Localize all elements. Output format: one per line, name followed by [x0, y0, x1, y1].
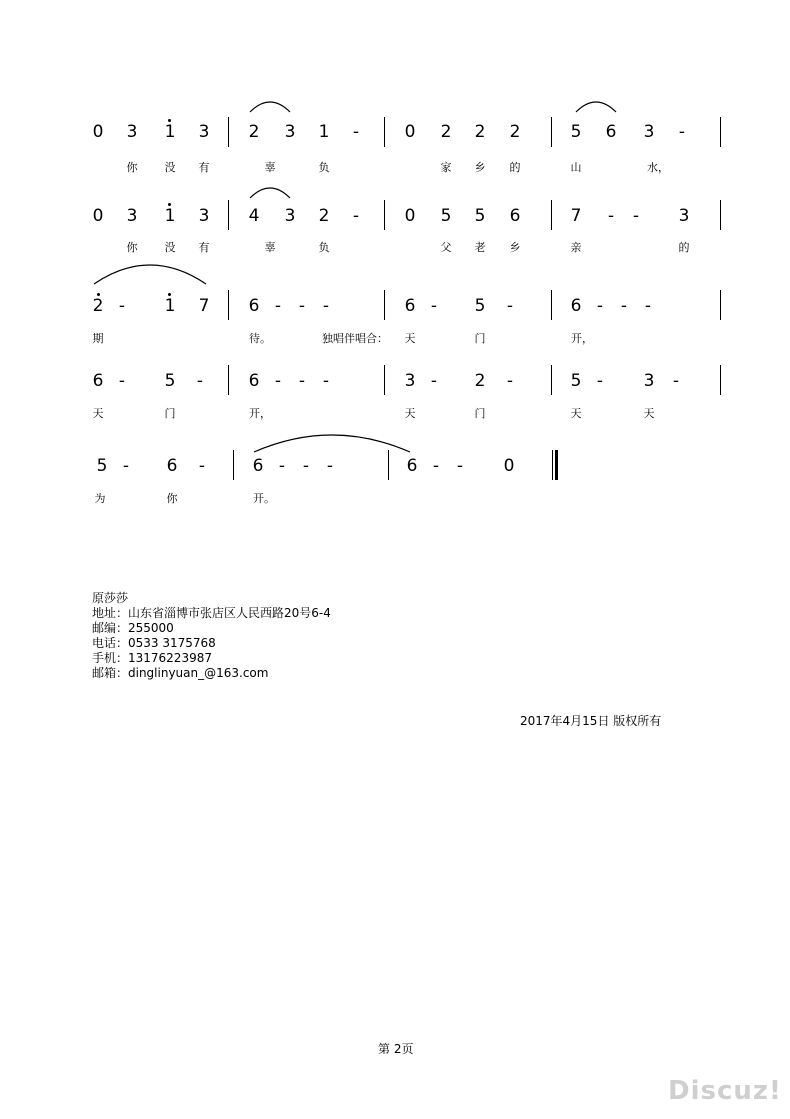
- lyric: 亲: [570, 241, 582, 254]
- note: 6: [248, 296, 260, 316]
- note: -: [322, 371, 330, 391]
- note: -: [274, 371, 282, 391]
- note: 5: [570, 122, 582, 142]
- note: -: [274, 296, 282, 316]
- final-barline-thick: [555, 450, 558, 480]
- note: -: [506, 296, 514, 316]
- lyric: 天: [643, 407, 655, 420]
- barline: [720, 117, 721, 147]
- lyric: 门: [474, 332, 486, 345]
- note: 2: [440, 122, 452, 142]
- lyric: 乡: [509, 241, 521, 254]
- note: 1: [164, 122, 176, 142]
- lyric: 天: [404, 407, 416, 420]
- final-barline-thin: [552, 450, 553, 480]
- note: 3: [404, 371, 416, 391]
- barline: [551, 200, 552, 230]
- note: -: [298, 371, 306, 391]
- lyric: 为: [94, 492, 106, 505]
- note: 1: [164, 206, 176, 226]
- lyric: 你: [126, 241, 138, 254]
- lyric: 负: [318, 161, 330, 174]
- note: 3: [126, 122, 138, 142]
- lyric: 你: [166, 492, 178, 505]
- octave-dot: [97, 293, 100, 296]
- composer-name: 原莎莎: [92, 591, 129, 605]
- note: 3: [198, 122, 210, 142]
- note: 3: [198, 206, 210, 226]
- note: 0: [92, 206, 104, 226]
- note: 6: [248, 371, 260, 391]
- lyric: 门: [164, 407, 176, 420]
- note: -: [456, 456, 464, 476]
- note: 3: [284, 206, 296, 226]
- barline: [720, 290, 721, 320]
- lyric: 天: [404, 332, 416, 345]
- lyric: 辜: [264, 241, 276, 254]
- mobile-line: 手机：13176223987: [92, 651, 212, 665]
- page-number: 第 2页: [378, 1042, 414, 1056]
- note: -: [322, 296, 330, 316]
- note: 6: [92, 371, 104, 391]
- note: -: [122, 456, 130, 476]
- email-line: 邮箱：dinglinyuan_@163.com: [92, 666, 269, 680]
- barline: [388, 450, 389, 480]
- note: 0: [503, 456, 515, 476]
- lyric: 门: [474, 407, 486, 420]
- note: -: [632, 206, 640, 226]
- barline: [551, 365, 552, 395]
- note: -: [620, 296, 628, 316]
- note: 2: [318, 206, 330, 226]
- barline: [384, 200, 385, 230]
- octave-dot: [168, 203, 171, 206]
- note: 1: [164, 296, 176, 316]
- barline: [720, 365, 721, 395]
- note: 1: [318, 122, 330, 142]
- note: -: [432, 456, 440, 476]
- barline: [551, 290, 552, 320]
- note: 6: [570, 296, 582, 316]
- barline: [233, 450, 234, 480]
- note: 5: [164, 371, 176, 391]
- barline: [228, 290, 229, 320]
- note: -: [430, 371, 438, 391]
- note: -: [352, 122, 360, 142]
- contact-block: [92, 591, 331, 681]
- note: 3: [678, 206, 690, 226]
- note: -: [430, 296, 438, 316]
- note: -: [644, 296, 652, 316]
- note: 0: [404, 122, 416, 142]
- barline: [228, 200, 229, 230]
- note: 7: [570, 206, 582, 226]
- note: -: [506, 371, 514, 391]
- note: -: [596, 296, 604, 316]
- lyric: 没: [164, 161, 176, 174]
- note: -: [302, 456, 310, 476]
- lyric: 父: [440, 241, 452, 254]
- lyric: 开，: [571, 332, 593, 345]
- lyric: 待。: [249, 332, 271, 345]
- note: -: [298, 296, 306, 316]
- barline: [384, 117, 385, 147]
- lyric: 开。: [253, 492, 275, 505]
- note: 3: [643, 122, 655, 142]
- note: 5: [96, 456, 108, 476]
- note: 6: [166, 456, 178, 476]
- lyric: 山: [570, 161, 582, 174]
- note: 6: [404, 296, 416, 316]
- barline: [228, 365, 229, 395]
- lyric: 负: [318, 241, 330, 254]
- note: 6: [252, 456, 264, 476]
- note: 3: [126, 206, 138, 226]
- note: 5: [570, 371, 582, 391]
- note: 2: [248, 122, 260, 142]
- copyright-date: 2017年4月15日 版权所有: [520, 714, 662, 728]
- lyric: 有: [198, 241, 210, 254]
- octave-dot: [168, 119, 171, 122]
- slur: [250, 102, 290, 112]
- note: -: [352, 206, 360, 226]
- note: -: [672, 371, 680, 391]
- discuz-watermark: Discuz!: [668, 1076, 782, 1106]
- note: 2: [474, 371, 486, 391]
- lyric: 辜: [264, 161, 276, 174]
- lyric: 开，: [249, 407, 271, 420]
- note: 3: [284, 122, 296, 142]
- postcode-line: 邮编：255000: [92, 621, 174, 635]
- note: -: [326, 456, 334, 476]
- note: 6: [509, 206, 521, 226]
- note: -: [118, 371, 126, 391]
- lyric: 你: [126, 161, 138, 174]
- slur: [250, 188, 290, 198]
- lyric: 乡: [474, 161, 486, 174]
- barline: [551, 117, 552, 147]
- address-line: 地址：山东省淄博市张店区人民西路20号6-4: [92, 606, 331, 620]
- note: 5: [474, 206, 486, 226]
- note: 0: [404, 206, 416, 226]
- note: -: [278, 456, 286, 476]
- slur: [254, 435, 410, 452]
- lyric: 的: [509, 161, 521, 174]
- lyric: 独唱伴唱合：: [322, 332, 388, 345]
- lyric: 天: [570, 407, 582, 420]
- note: 5: [440, 206, 452, 226]
- note: 6: [605, 122, 617, 142]
- barline: [228, 117, 229, 147]
- barline: [384, 290, 385, 320]
- note: -: [607, 206, 615, 226]
- note: -: [118, 296, 126, 316]
- note: 7: [198, 296, 210, 316]
- barline: [384, 365, 385, 395]
- lyric: 水，: [647, 161, 669, 174]
- octave-dot: [168, 293, 171, 296]
- note: -: [196, 371, 204, 391]
- note: 0: [92, 122, 104, 142]
- lyric: 家: [440, 161, 452, 174]
- note: 2: [92, 296, 104, 316]
- lyric: 老: [474, 241, 486, 254]
- slur: [576, 102, 616, 112]
- lyric: 的: [678, 241, 690, 254]
- lyric: 有: [198, 161, 210, 174]
- note: -: [596, 371, 604, 391]
- note: -: [198, 456, 206, 476]
- note: 5: [474, 296, 486, 316]
- note: 2: [509, 122, 521, 142]
- note: 4: [248, 206, 260, 226]
- barline: [720, 200, 721, 230]
- lyric: 天: [92, 407, 104, 420]
- slur: [94, 265, 206, 284]
- lyric: 没: [164, 241, 176, 254]
- note: 6: [406, 456, 418, 476]
- note: 3: [643, 371, 655, 391]
- phone-line: 电话：0533 3175768: [92, 636, 216, 650]
- note: 2: [474, 122, 486, 142]
- note: -: [678, 122, 686, 142]
- lyric: 期: [92, 332, 104, 345]
